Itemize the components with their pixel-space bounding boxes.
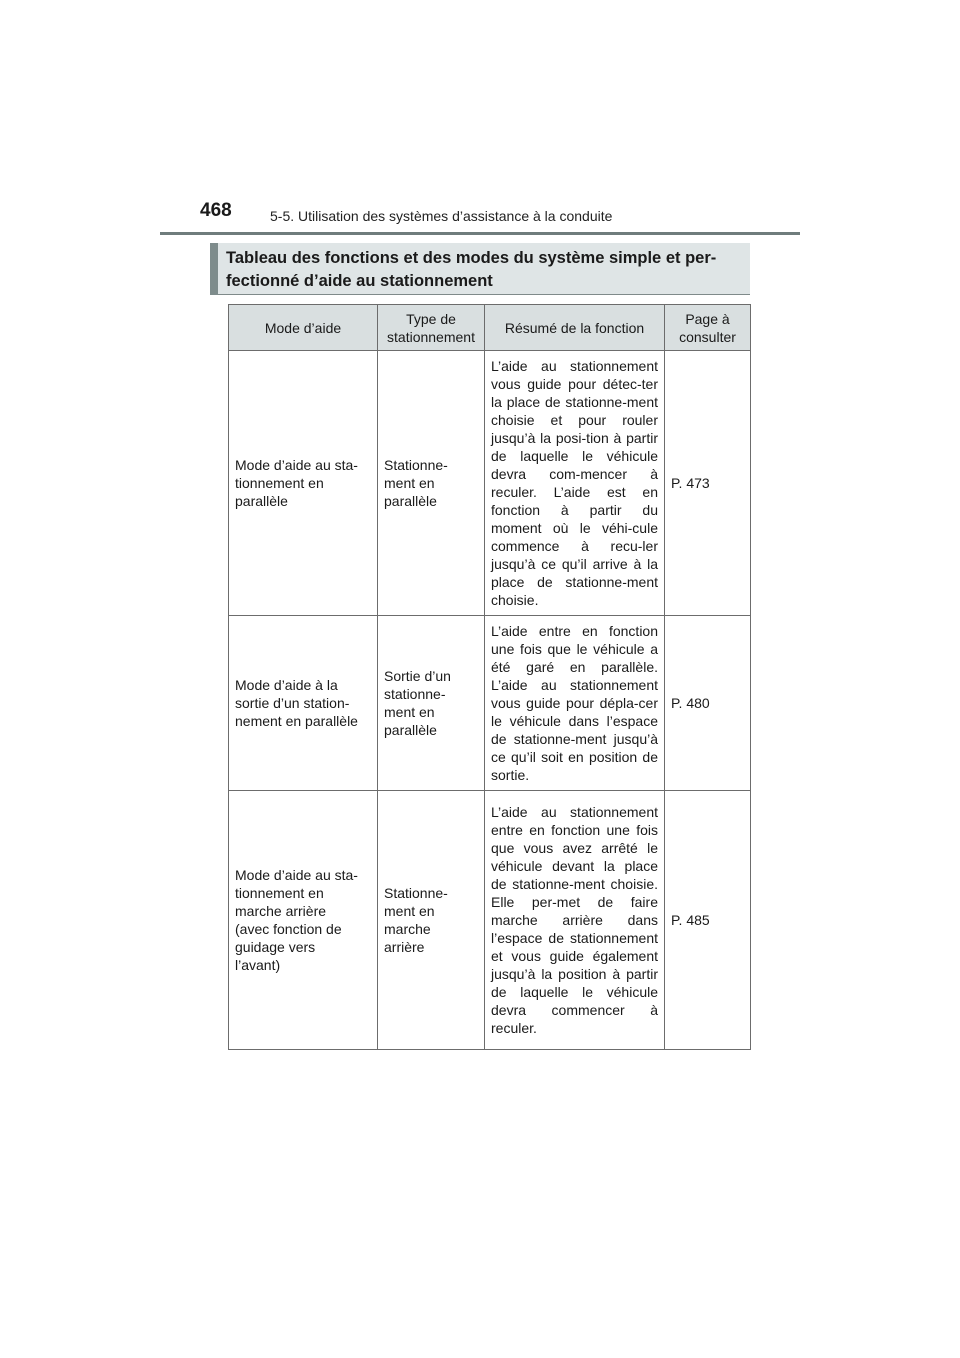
header-page: Page à consulter xyxy=(665,305,751,351)
cell-summary: L’aide entre en fonction une fois que le véhicule a été garé en parallèle. L’aide au stationnement vous guide pour dépla-cer le véhicule dans l’espace de stationne-ment jusqu’à ce qu’il soit en position de sortie. xyxy=(485,616,665,791)
section-title-box xyxy=(210,243,750,295)
cell-page: P. 485 xyxy=(665,791,751,1050)
cell-page: P. 473 xyxy=(665,351,751,616)
cell-summary: L’aide au stationnement entre en fonction une fois que vous avez arrêté le véhicule devant la place de stationne-ment choisie. Elle per-met de faire marche arrière dans l’espace de stationnement et vous guide également jusqu’à la position à partir de laquelle le véhicule devra commencer à reculer. xyxy=(485,791,665,1050)
table-header-row xyxy=(229,305,751,351)
section-title-bar xyxy=(210,243,218,295)
cell-type: Stationne- ment en marche arrière xyxy=(378,791,485,1050)
header-summary: Résumé de la fonction xyxy=(485,305,665,351)
header-mode: Mode d’aide xyxy=(229,305,378,351)
cell-mode: Mode d’aide à la sortie d’un station- nement en parallèle xyxy=(229,616,378,791)
cell-type: Sortie d’un stationne- ment en parallèle xyxy=(378,616,485,791)
cell-mode: Mode d’aide au sta- tionnement en marche arrière (avec fonction de guidage vers l’avant) xyxy=(229,791,378,1050)
table-row xyxy=(229,351,751,616)
cell-page: P. 480 xyxy=(665,616,751,791)
header-type: Type de stationnement xyxy=(378,305,485,351)
table-row xyxy=(229,791,751,1050)
cell-summary: L’aide au stationnement vous guide pour détec-ter la place de stationne-ment choisie et pour rouler jusqu’à la posi-tion à partir de laquelle le véhicule devra com-mencer à reculer. L’aide est en fonction à partir du moment où le véhi-cule commence à recu-ler jusqu’à ce qu’il arrive à la place de stationne-ment choisie. xyxy=(485,351,665,616)
function-table xyxy=(228,304,751,1050)
cell-type: Stationne- ment en parallèle xyxy=(378,351,485,616)
cell-mode: Mode d’aide au sta- tionnement en parallèle xyxy=(229,351,378,616)
page-number: 468 xyxy=(200,200,232,221)
header-rule xyxy=(160,232,800,235)
table-row xyxy=(229,616,751,791)
section-title: Tableau des fonctions et des modes du système simple et per- fectionné d’aide au stationnement xyxy=(226,249,717,290)
running-header: 5-5. Utilisation des systèmes d’assistance à la conduite xyxy=(270,208,613,224)
